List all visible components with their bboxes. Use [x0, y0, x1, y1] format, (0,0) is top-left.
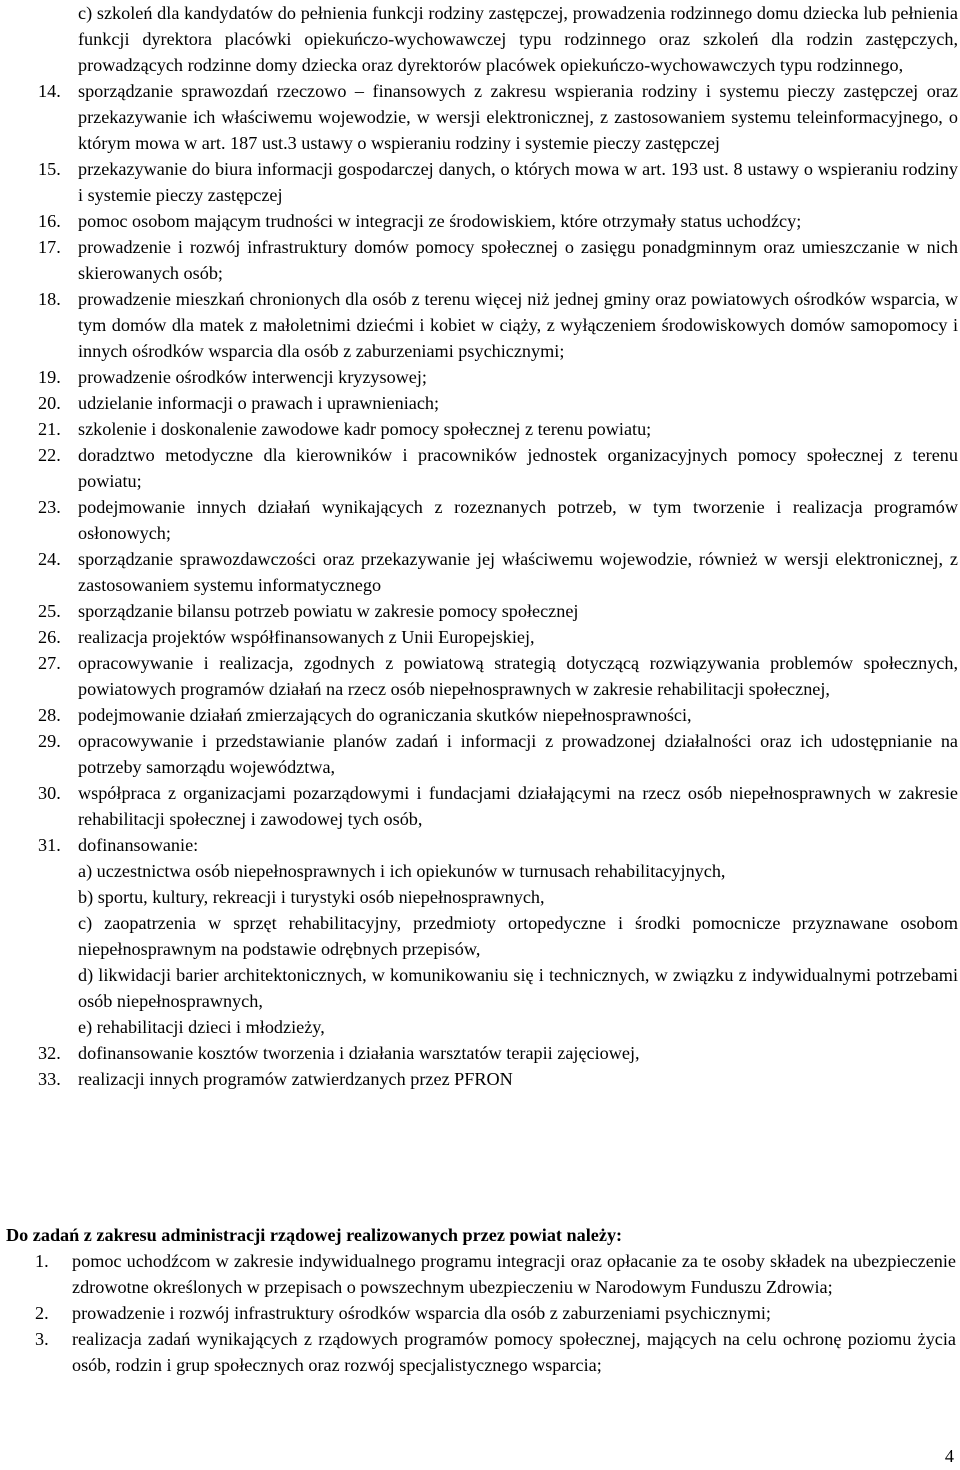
- list-number: 24.: [38, 549, 61, 569]
- list-text: doradztwo metodyczne dla kierowników i pracowników jednostek organizacyjnych pomocy społecznej z terenu powiatu;: [78, 445, 958, 491]
- list-item: [12, 78, 958, 156]
- list-number: 17.: [38, 237, 61, 257]
- list-text: podejmowanie innych działań wynikających z rozeznanych potrzeb, w tym tworzenie i realizacja programów osłonowych;: [78, 497, 958, 543]
- list-text: pomoc osobom mającym trudności w integracji ze środowiskiem, które otrzymały status uchodźcy;: [78, 211, 802, 231]
- list-text: szkolenie i doskonalenie zawodowe kadr pomocy społecznej z terenu powiatu;: [78, 419, 652, 439]
- list-item: [12, 1040, 958, 1066]
- section-heading: Do zadań z zakresu administracji rządowej realizowanych przez powiat należy:: [6, 1225, 623, 1245]
- list-item: [12, 728, 958, 780]
- list-item: [12, 624, 958, 650]
- sub-list-item: [12, 1014, 958, 1040]
- list-text: prowadzenie ośrodków interwencji kryzysowej;: [78, 367, 427, 387]
- list-number: 3.: [35, 1329, 49, 1349]
- list-number: 20.: [38, 393, 61, 413]
- sub-list-text: a) uczestnictwa osób niepełnosprawnych i ich opiekunów w turnusach rehabilitacyjnych,: [78, 861, 726, 881]
- page-content: [12, 0, 958, 1092]
- list-number: 30.: [38, 783, 61, 803]
- list-number: 1.: [35, 1251, 49, 1271]
- list-number: 26.: [38, 627, 61, 647]
- list-text: prowadzenie i rozwój infrastruktury domów pomocy społecznej o zasięgu ponadgminnym oraz umieszczanie w nich skierowanych osób;: [78, 237, 958, 283]
- list-item: [12, 364, 958, 390]
- list-item: [12, 208, 958, 234]
- list-number: 29.: [38, 731, 61, 751]
- list-number: 25.: [38, 601, 61, 621]
- list-item: [12, 780, 958, 832]
- list-item: [12, 702, 958, 728]
- list-text: realizacja projektów współfinansowanych z Unii Europejskiej,: [78, 627, 535, 647]
- list-text: opracowywanie i realizacja, zgodnych z powiatową strategią dotyczącą rozwiązywania problemów społecznych, powiatowych programów działań na rzecz osób niepełnosprawnych w zakresie rehabilitacji społecznej,: [78, 653, 958, 699]
- list-text: podejmowanie działań zmierzających do ograniczania skutków niepełnosprawności,: [78, 705, 692, 725]
- gov-list-item: [6, 1248, 956, 1300]
- list-number: 32.: [38, 1043, 61, 1063]
- list-number: 14.: [38, 81, 61, 101]
- sub-list-item: [12, 910, 958, 962]
- list-text: prowadzenie i rozwój infrastruktury ośrodków wsparcia dla osób z zaburzeniami psychicznymi;: [72, 1303, 771, 1323]
- list-text: udzielanie informacji o prawach i uprawnieniach;: [78, 393, 440, 413]
- list-number: 15.: [38, 159, 61, 179]
- gov-list-item: [6, 1326, 956, 1378]
- list-item: [12, 0, 958, 78]
- list-text: współpraca z organizacjami pozarządowymi i fundacjami działającymi na rzecz osób niepełnosprawnych w zakresie rehabilitacji społecznej i zawodowej tych osób,: [78, 783, 958, 829]
- list-text: sporządzanie bilansu potrzeb powiatu w zakresie pomocy społecznej: [78, 601, 579, 621]
- list-text: prowadzenie mieszkań chronionych dla osób z terenu więcej niż jednej gminy oraz powiatowych ośrodków wsparcia, w tym domów dla matek z małoletnimi dziećmi i kobiet w ciąży, z wyłączeniem środowiskowych domów samopomocy i innych ośrodków wsparcia dla osób z zaburzeniami psychicznymi;: [78, 289, 958, 361]
- sub-list-item: [12, 884, 958, 910]
- list-item: [12, 650, 958, 702]
- list-number: 27.: [38, 653, 61, 673]
- list-number: 28.: [38, 705, 61, 725]
- list-text: dofinansowanie:: [78, 835, 199, 855]
- sub-list-text: d) likwidacji barier architektonicznych, w komunikowaniu się i technicznych, w związku z indywidualnymi potrzebami osób niepełnosprawnych,: [78, 965, 958, 1011]
- gov-list-item: [6, 1300, 956, 1326]
- list-text: c) szkoleń dla kandydatów do pełnienia funkcji rodziny zastępczej, prowadzenia rodzinnego domu dziecka lub pełnienia funkcji dyrektora placówki opiekuńczo-wychowawczej typu rodzinnego oraz szkoleń dla rodzin zastępczych, prowadzących rodzinne domy dziecka oraz dyrektorów placówek opiekuńczo-wychowawczych typu rodzinnego,: [78, 3, 958, 75]
- list-number: 19.: [38, 367, 61, 387]
- list-number: 18.: [38, 289, 61, 309]
- list-item: [12, 390, 958, 416]
- page-number: 4: [944, 1446, 954, 1466]
- sub-list-text: b) sportu, kultury, rekreacji i turystyki osób niepełnosprawnych,: [78, 887, 545, 907]
- list-item: [12, 234, 958, 286]
- list-item: [12, 832, 958, 858]
- gov-section: [6, 1222, 956, 1378]
- sub-list-text: e) rehabilitacji dzieci i młodzieży,: [78, 1017, 325, 1037]
- list-item: [12, 494, 958, 546]
- list-number: 16.: [38, 211, 61, 231]
- list-number: 2.: [35, 1303, 49, 1323]
- list-item: [12, 598, 958, 624]
- list-item: [12, 286, 958, 364]
- list-text: sporządzanie sprawozdań rzeczowo – finansowych z zakresu wspierania rodziny i systemu pieczy zastępczej oraz przekazywanie ich właściwemu wojewodzie, w wersji elektronicznej, z zastosowaniem systemu teleinformacyjnego, o którym mowa w art. 187 ust.3 ustawy o wspieraniu rodziny i systemie pieczy zastępczej: [78, 81, 958, 153]
- sub-list-item: [12, 962, 958, 1014]
- list-item: [12, 416, 958, 442]
- list-text: przekazywanie do biura informacji gospodarczej danych, o których mowa w art. 193 ust. 8 ustawy o wspieraniu rodziny i systemie pieczy zastępczej: [78, 159, 958, 205]
- list-number: 22.: [38, 445, 61, 465]
- list-text: sporządzanie sprawozdawczości oraz przekazywanie jej właściwemu wojewodzie, również w wersji elektronicznej, z zastosowaniem systemu informatycznego: [78, 549, 958, 595]
- sub-list-text: c) zaopatrzenia w sprzęt rehabilitacyjny, przedmioty ortopedyczne i środki pomocnicze przyznawane osobom niepełnosprawnym na podstawie odrębnych przepisów,: [78, 913, 958, 959]
- list-number: 33.: [38, 1069, 61, 1089]
- list-text: dofinansowanie kosztów tworzenia i działania warsztatów terapii zajęciowej,: [78, 1043, 640, 1063]
- sub-list-item: [12, 858, 958, 884]
- list-item: [12, 546, 958, 598]
- list-text: realizacja zadań wynikających z rządowych programów pomocy społecznej, mających na celu ochronę poziomu życia osób, rodzin i grup społecznych oraz rozwój specjalistycznego wsparcia;: [72, 1329, 956, 1375]
- list-item: [12, 442, 958, 494]
- list-text: realizacji innych programów zatwierdzanych przez PFRON: [78, 1069, 513, 1089]
- list-item: [12, 1066, 958, 1092]
- list-number: 23.: [38, 497, 61, 517]
- list-item: [12, 156, 958, 208]
- list-number: 31.: [38, 835, 61, 855]
- list-number: 21.: [38, 419, 61, 439]
- list-text: opracowywanie i przedstawianie planów zadań i informacji z prowadzonej działalności oraz ich udostępnianie na potrzeby samorządu województwa,: [78, 731, 958, 777]
- list-text: pomoc uchodźcom w zakresie indywidualnego programu integracji oraz opłacanie za te osoby składek na ubezpieczenie zdrowotne określonych w przepisach o powszechnym ubezpieczeniu w Narodowym Funduszu Zdrowia;: [72, 1251, 956, 1297]
